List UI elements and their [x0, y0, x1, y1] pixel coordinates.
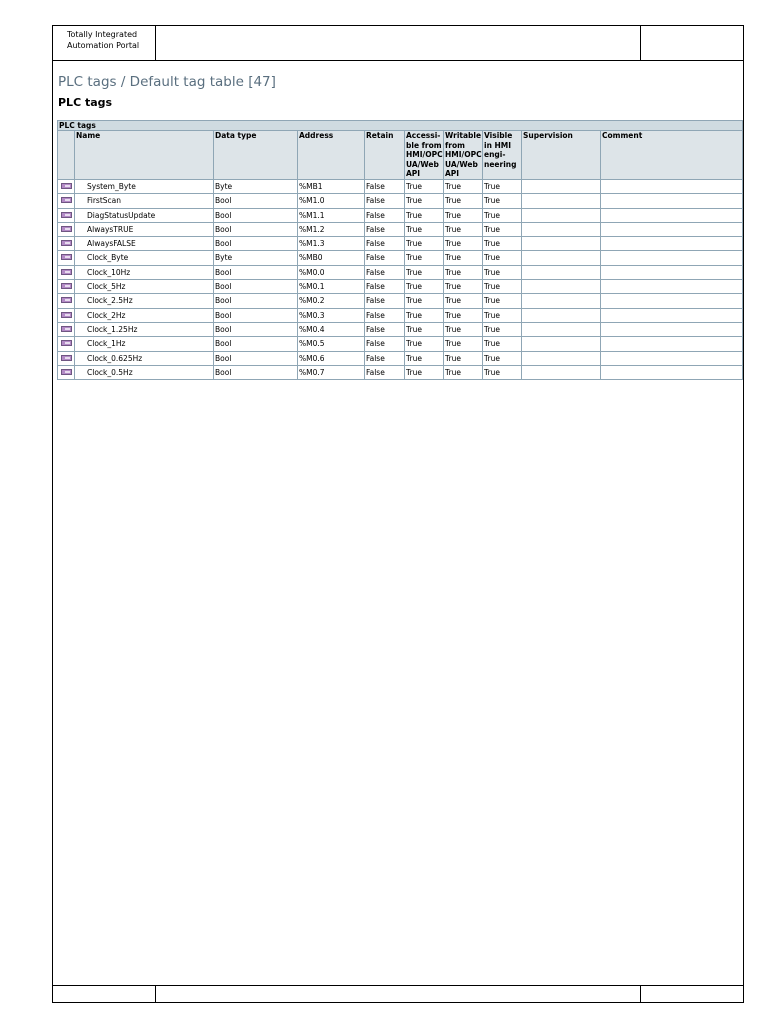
column-header-retain: Retain — [365, 131, 405, 180]
cell-visible: True — [483, 365, 522, 379]
cell-supervision — [522, 280, 601, 294]
table-row — [58, 308, 743, 322]
cell-comment — [601, 222, 743, 236]
cell-comment — [601, 237, 743, 251]
cell-visible: True — [483, 294, 522, 308]
cell-retain: False — [365, 351, 405, 365]
cell-supervision — [522, 337, 601, 351]
cell-retain: False — [365, 322, 405, 336]
plc-tag-icon — [61, 312, 72, 318]
table-row — [58, 322, 743, 336]
cell-supervision — [522, 208, 601, 222]
cell-address: %MB0 — [298, 251, 365, 265]
cell-supervision — [522, 237, 601, 251]
row-icon-cell — [58, 237, 75, 251]
cell-accessible: True — [405, 322, 444, 336]
column-header-icon — [58, 131, 75, 180]
footer-left-cell — [53, 986, 156, 1002]
cell-name: Clock_0.5Hz — [75, 365, 214, 379]
table-body — [58, 180, 743, 380]
cell-comment — [601, 351, 743, 365]
plc-tag-icon — [61, 340, 72, 346]
cell-type: Bool — [214, 365, 298, 379]
cell-type: Bool — [214, 237, 298, 251]
cell-writable: True — [444, 280, 483, 294]
cell-type: Bool — [214, 337, 298, 351]
row-icon-cell — [58, 251, 75, 265]
cell-writable: True — [444, 180, 483, 194]
cell-name: Clock_1Hz — [75, 337, 214, 351]
column-header-address: Address — [298, 131, 365, 180]
cell-supervision — [522, 322, 601, 336]
cell-writable: True — [444, 294, 483, 308]
cell-address: %M0.3 — [298, 308, 365, 322]
cell-retain: False — [365, 294, 405, 308]
cell-type: Byte — [214, 180, 298, 194]
cell-name: Clock_2.5Hz — [75, 294, 214, 308]
plc-tag-icon — [61, 269, 72, 275]
cell-address: %M0.2 — [298, 294, 365, 308]
cell-retain: False — [365, 280, 405, 294]
row-icon-cell — [58, 194, 75, 208]
row-icon-cell — [58, 222, 75, 236]
cell-accessible: True — [405, 237, 444, 251]
cell-writable: True — [444, 208, 483, 222]
cell-comment — [601, 280, 743, 294]
cell-writable: True — [444, 351, 483, 365]
cell-name: Clock_10Hz — [75, 265, 214, 279]
page-frame — [52, 25, 744, 1003]
row-icon-cell — [58, 308, 75, 322]
cell-writable: True — [444, 337, 483, 351]
cell-name: DiagStatusUpdate — [75, 208, 214, 222]
page-footer — [53, 985, 743, 1002]
cell-retain: False — [365, 337, 405, 351]
plc-tag-icon — [61, 254, 72, 260]
cell-address: %M0.7 — [298, 365, 365, 379]
cell-visible: True — [483, 337, 522, 351]
cell-address: %M0.1 — [298, 280, 365, 294]
cell-comment — [601, 208, 743, 222]
cell-address: %M1.0 — [298, 194, 365, 208]
table-row — [58, 180, 743, 194]
plc-tag-icon — [61, 240, 72, 246]
cell-address: %M1.1 — [298, 208, 365, 222]
column-header-comment: Comment — [601, 131, 743, 180]
cell-name: Clock_Byte — [75, 251, 214, 265]
cell-visible: True — [483, 180, 522, 194]
table-caption: PLC tags — [58, 121, 743, 131]
column-header-writable: Writable from HMI/OPC UA/Web API — [445, 131, 482, 178]
plc-tag-icon — [61, 297, 72, 303]
cell-accessible: True — [405, 222, 444, 236]
cell-supervision — [522, 308, 601, 322]
table-row — [58, 337, 743, 351]
cell-writable: True — [444, 237, 483, 251]
cell-writable: True — [444, 251, 483, 265]
cell-visible: True — [483, 208, 522, 222]
column-header-data-type: Data type — [214, 131, 298, 180]
cell-visible: True — [483, 280, 522, 294]
row-icon-cell — [58, 365, 75, 379]
table-caption-row — [58, 121, 743, 131]
header-middle-cell — [156, 26, 641, 60]
row-icon-cell — [58, 294, 75, 308]
plc-tag-icon — [61, 355, 72, 361]
document-title: PLC tags / Default tag table [47] — [58, 74, 276, 90]
cell-comment — [601, 294, 743, 308]
cell-accessible: True — [405, 194, 444, 208]
cell-type: Bool — [214, 351, 298, 365]
cell-name: AlwaysFALSE — [75, 237, 214, 251]
cell-name: System_Byte — [75, 180, 214, 194]
cell-address: %M0.0 — [298, 265, 365, 279]
plc-tag-icon — [61, 326, 72, 332]
cell-address: %MB1 — [298, 180, 365, 194]
page-header — [53, 26, 743, 61]
plc-tag-icon — [61, 197, 72, 203]
cell-comment — [601, 265, 743, 279]
cell-address: %M0.6 — [298, 351, 365, 365]
cell-type: Bool — [214, 265, 298, 279]
cell-comment — [601, 180, 743, 194]
table-row — [58, 194, 743, 208]
cell-visible: True — [483, 237, 522, 251]
cell-name: FirstScan — [75, 194, 214, 208]
table-row — [58, 222, 743, 236]
cell-writable: True — [444, 322, 483, 336]
row-icon-cell — [58, 337, 75, 351]
product-name-line1: Totally Integrated — [67, 30, 138, 39]
cell-retain: False — [365, 237, 405, 251]
plc-tag-icon — [61, 226, 72, 232]
cell-supervision — [522, 351, 601, 365]
column-header-supervision: Supervision — [522, 131, 601, 180]
cell-visible: True — [483, 222, 522, 236]
cell-retain: False — [365, 251, 405, 265]
plc-tag-table — [57, 120, 743, 380]
plc-tag-icon — [61, 183, 72, 189]
cell-name: Clock_2Hz — [75, 308, 214, 322]
cell-accessible: True — [405, 365, 444, 379]
cell-writable: True — [444, 222, 483, 236]
cell-retain: False — [365, 194, 405, 208]
cell-type: Bool — [214, 208, 298, 222]
table-row — [58, 280, 743, 294]
table-row — [58, 237, 743, 251]
cell-accessible: True — [405, 337, 444, 351]
cell-comment — [601, 322, 743, 336]
cell-comment — [601, 365, 743, 379]
cell-visible: True — [483, 308, 522, 322]
section-heading: PLC tags — [58, 96, 113, 109]
cell-type: Bool — [214, 322, 298, 336]
cell-name: Clock_5Hz — [75, 280, 214, 294]
cell-accessible: True — [405, 208, 444, 222]
plc-tag-icon — [61, 369, 72, 375]
cell-supervision — [522, 365, 601, 379]
cell-retain: False — [365, 222, 405, 236]
cell-accessible: True — [405, 280, 444, 294]
cell-accessible: True — [405, 251, 444, 265]
cell-retain: False — [365, 208, 405, 222]
footer-middle-cell — [156, 986, 641, 1002]
cell-supervision — [522, 265, 601, 279]
table-row — [58, 265, 743, 279]
cell-name: Clock_0.625Hz — [75, 351, 214, 365]
cell-supervision — [522, 294, 601, 308]
row-icon-cell — [58, 351, 75, 365]
column-header-name: Name — [75, 131, 214, 180]
cell-supervision — [522, 194, 601, 208]
row-icon-cell — [58, 280, 75, 294]
cell-address: %M1.3 — [298, 237, 365, 251]
table-row — [58, 294, 743, 308]
cell-accessible: True — [405, 294, 444, 308]
cell-supervision — [522, 251, 601, 265]
cell-type: Bool — [214, 280, 298, 294]
cell-visible: True — [483, 265, 522, 279]
product-name-line2: Automation Portal — [67, 41, 140, 50]
cell-retain: False — [365, 308, 405, 322]
table-row — [58, 208, 743, 222]
cell-type: Bool — [214, 294, 298, 308]
cell-writable: True — [444, 265, 483, 279]
table-row — [58, 251, 743, 265]
cell-accessible: True — [405, 351, 444, 365]
cell-address: %M0.4 — [298, 322, 365, 336]
cell-type: Byte — [214, 251, 298, 265]
cell-visible: True — [483, 194, 522, 208]
table-row — [58, 365, 743, 379]
cell-type: Bool — [214, 222, 298, 236]
row-icon-cell — [58, 208, 75, 222]
cell-writable: True — [444, 308, 483, 322]
cell-comment — [601, 308, 743, 322]
cell-name: AlwaysTRUE — [75, 222, 214, 236]
cell-retain: False — [365, 265, 405, 279]
cell-writable: True — [444, 194, 483, 208]
cell-address: %M0.5 — [298, 337, 365, 351]
cell-type: Bool — [214, 194, 298, 208]
cell-visible: True — [483, 251, 522, 265]
product-name — [53, 26, 156, 60]
cell-comment — [601, 337, 743, 351]
plc-tag-icon — [61, 283, 72, 289]
cell-comment — [601, 251, 743, 265]
row-icon-cell — [58, 322, 75, 336]
row-icon-cell — [58, 180, 75, 194]
row-icon-cell — [58, 265, 75, 279]
cell-visible: True — [483, 322, 522, 336]
cell-retain: False — [365, 180, 405, 194]
table-header-row — [58, 131, 743, 180]
cell-retain: False — [365, 365, 405, 379]
table-row — [58, 351, 743, 365]
cell-address: %M1.2 — [298, 222, 365, 236]
cell-visible: True — [483, 351, 522, 365]
column-header-accessible: Accessi-ble from HMI/OPC UA/Web API — [406, 131, 443, 178]
cell-accessible: True — [405, 180, 444, 194]
cell-writable: True — [444, 365, 483, 379]
cell-supervision — [522, 180, 601, 194]
plc-tag-icon — [61, 212, 72, 218]
cell-accessible: True — [405, 308, 444, 322]
cell-comment — [601, 194, 743, 208]
cell-type: Bool — [214, 308, 298, 322]
column-header-visible: Visible in HMI engi-neering — [483, 131, 522, 180]
cell-name: Clock_1.25Hz — [75, 322, 214, 336]
cell-supervision — [522, 222, 601, 236]
cell-accessible: True — [405, 265, 444, 279]
